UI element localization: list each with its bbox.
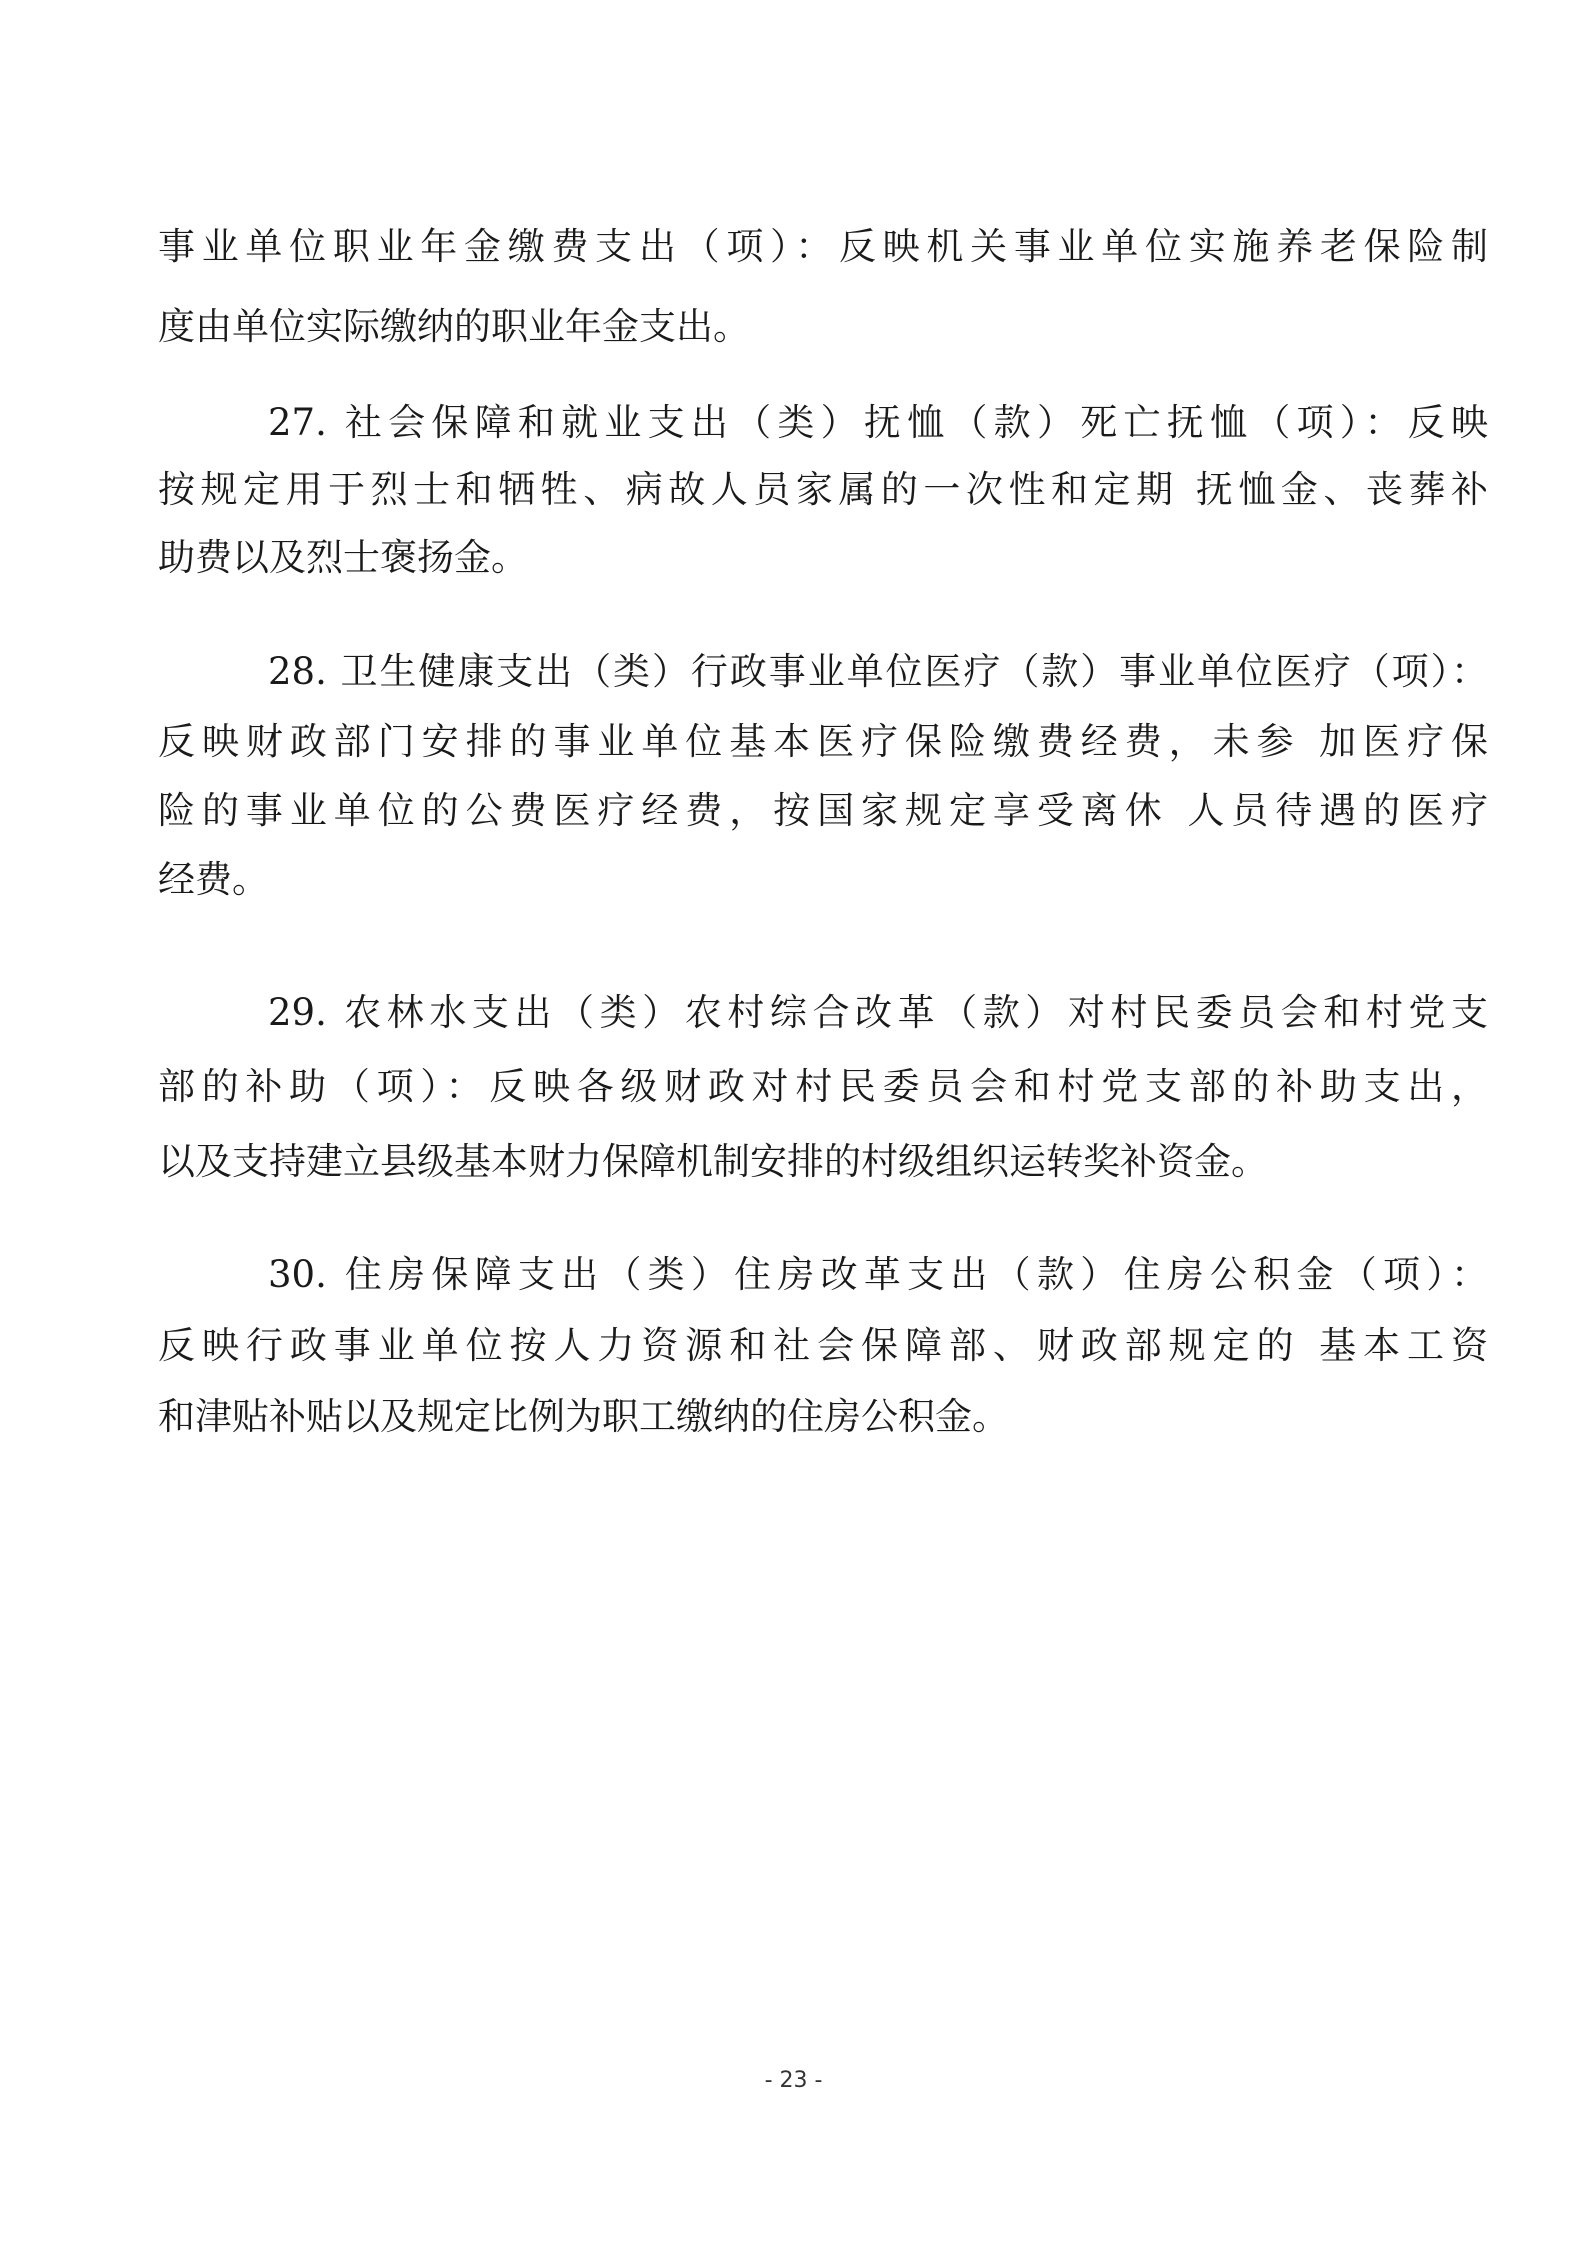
paragraph-line: 反映财政部门安排的事业单位基本医疗保险缴费经费，未参 加医疗保 <box>158 720 1488 763</box>
paragraph-line: 度由单位实际缴纳的职业年金支出。 <box>158 305 750 348</box>
paragraph-line: 27. 社会保障和就业支出（类）抚恤（款）死亡抚恤（项）：反映 <box>268 401 1488 444</box>
paragraph-line: 以及支持建立县级基本财力保障机制安排的村级组织运转奖补资金。 <box>158 1140 1268 1183</box>
paragraph-line: 30. 住房保障支出（类）住房改革支出（款）住房公积金（项）： <box>268 1253 1488 1296</box>
paragraph-line: 29. 农林水支出（类）农村综合改革（款）对村民委员会和村党支 <box>268 991 1488 1034</box>
paragraph-line: 28. 卫生健康支出（类）行政事业单位医疗（款）事业单位医疗（项）： <box>268 650 1488 693</box>
paragraph-line: 反映行政事业单位按人力资源和社会保障部、财政部规定的 基本工资 <box>158 1324 1488 1367</box>
paragraph-line: 经费。 <box>158 858 269 901</box>
page-number: - 23 - <box>764 2068 823 2093</box>
paragraph-line: 部的补助（项）：反映各级财政对村民委员会和村党支部的补助支出， <box>158 1065 1488 1108</box>
paragraph-line: 助费以及烈士褒扬金。 <box>158 536 528 579</box>
paragraph-line: 险的事业单位的公费医疗经费，按国家规定享受离休 人员待遇的医疗 <box>158 789 1488 832</box>
paragraph-line: 按规定用于烈士和牺牲、病故人员家属的一次性和定期 抚恤金、丧葬补 <box>158 468 1488 511</box>
paragraph-line: 和津贴补贴以及规定比例为职工缴纳的住房公积金。 <box>158 1395 1009 1438</box>
paragraph-line: 事业单位职业年金缴费支出（项）：反映机关事业单位实施养老保险制 <box>158 225 1488 268</box>
